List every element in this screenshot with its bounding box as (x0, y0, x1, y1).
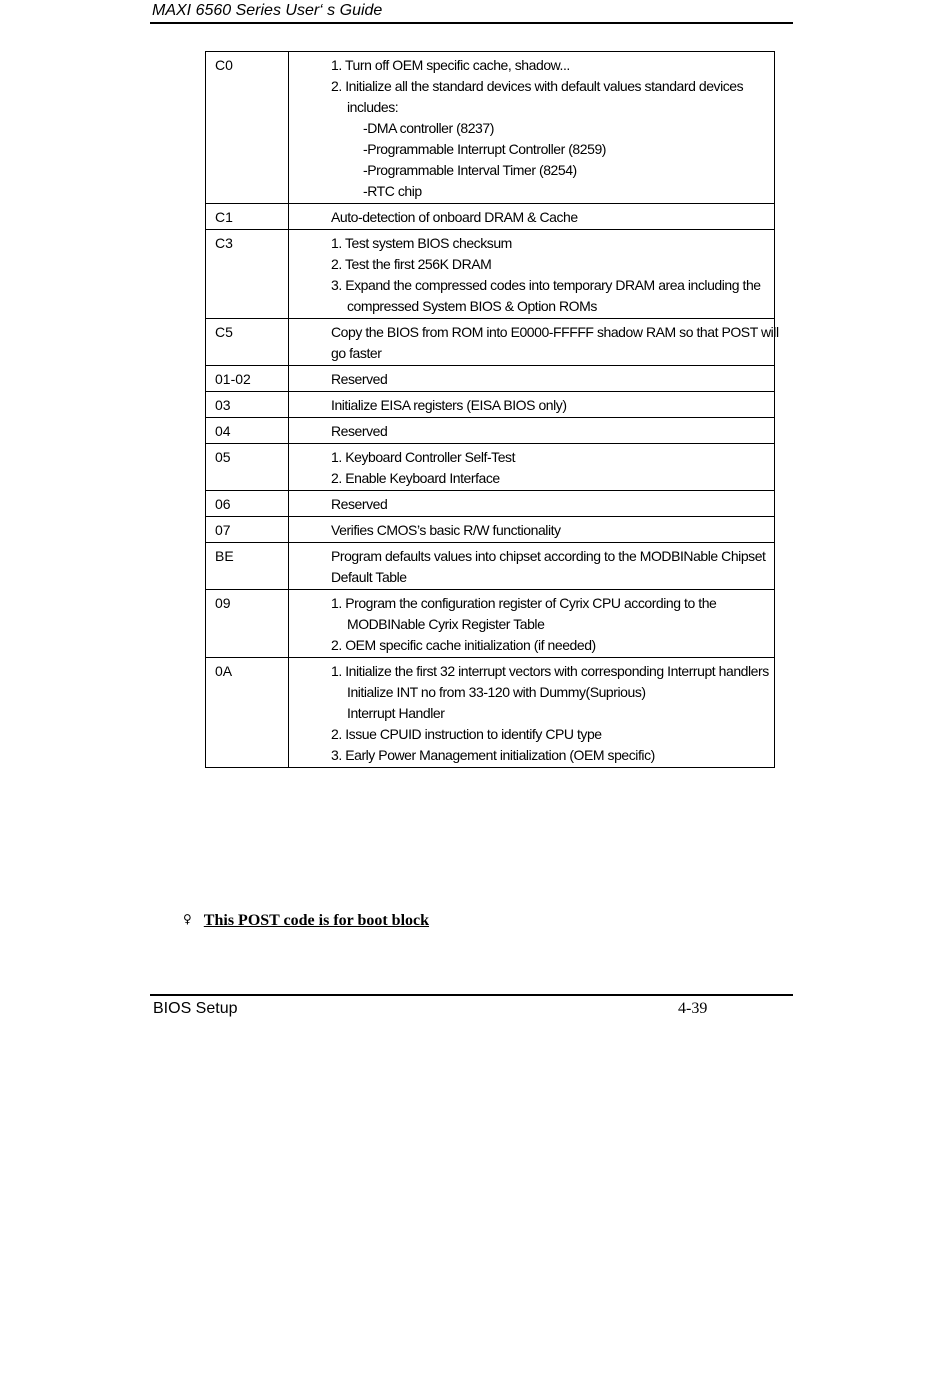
table-row (206, 392, 775, 418)
post-description-cell (289, 444, 775, 491)
description-line: 1. Turn off OEM specific cache, shadow... (331, 57, 570, 73)
description-line: includes: (347, 99, 399, 115)
post-code-cell: 05 (206, 444, 289, 491)
description-line: Interrupt Handler (347, 705, 445, 721)
post-code-cell: 04 (206, 418, 289, 444)
table-row (206, 418, 775, 444)
table-row (206, 204, 775, 230)
post-description-cell (289, 52, 775, 204)
table-row (206, 517, 775, 543)
post-description-cell (289, 543, 775, 590)
table-row (206, 444, 775, 491)
description-line: Default Table (331, 569, 407, 585)
description-line: Initialize EISA registers (EISA BIOS only) (331, 397, 567, 413)
boot-block-note (183, 912, 429, 930)
footer-divider (150, 994, 793, 996)
post-description-cell (289, 418, 775, 444)
description-line: 2. OEM specific cache initialization (if needed) (331, 637, 596, 653)
description-line: Initialize INT no from 33-120 with Dummy(Suprious) (347, 684, 646, 700)
post-code-table-body (206, 52, 779, 768)
post-code-cell: BE (206, 543, 289, 590)
post-code-cell: C5 (206, 319, 289, 366)
post-description-cell (289, 590, 775, 658)
table-row (206, 366, 775, 392)
description-line: Reserved (331, 371, 388, 387)
post-code-cell: 07 (206, 517, 289, 543)
post-code-cell: C0 (206, 52, 289, 204)
post-code-table (205, 51, 779, 768)
post-description-cell (289, 517, 775, 543)
description-line: go faster (331, 345, 382, 361)
post-description-cell (289, 491, 775, 517)
description-line: Reserved (331, 496, 388, 512)
boot-block-note-text: This POST code is for boot block (203, 912, 430, 929)
table-row (206, 491, 775, 517)
post-description-cell (289, 658, 775, 768)
description-line: 2. Enable Keyboard Interface (331, 470, 500, 486)
post-description-cell (289, 366, 775, 392)
description-line: 2. Issue CPUID instruction to identify CPU type (331, 726, 602, 742)
description-line: -Programmable Interrupt Controller (8259) (363, 141, 606, 157)
page-header-title: MAXI 6560 Series User‘ s Guide (152, 2, 383, 19)
description-line: 3. Early Power Management initialization (OEM specific) (331, 747, 655, 763)
description-line: compressed System BIOS & Option ROMs (347, 298, 597, 314)
description-line: 1. Initialize the first 32 interrupt vectors with corresponding Interrupt handlers (331, 663, 769, 679)
table-row (206, 658, 775, 768)
description-line: 3. Expand the compressed codes into temporary DRAM area including the (331, 277, 761, 293)
description-line: MODBINable Cyrix Register Table (347, 616, 545, 632)
description-line: Program defaults values into chipset according to the MODBINable Chipset (331, 548, 766, 564)
description-line: Verifies CMOS’s basic R/W functionality (331, 522, 561, 538)
description-line: Reserved (331, 423, 388, 439)
post-code-cell: 06 (206, 491, 289, 517)
description-line: -RTC chip (363, 183, 422, 199)
post-description-cell (289, 230, 775, 319)
description-line: 2. Initialize all the standard devices with default values standard devices (331, 78, 744, 94)
footer-section-name: BIOS Setup (153, 1000, 238, 1017)
description-line: Copy the BIOS from ROM into E0000-FFFFF shadow RAM so that POST will (331, 324, 779, 340)
description-line: 1. Program the configuration register of Cyrix CPU according to the (331, 595, 717, 611)
post-code-cell: C1 (206, 204, 289, 230)
female-sign-icon: ♀ (183, 912, 192, 926)
footer-page-number: 4-39 (678, 1000, 708, 1017)
post-description-cell (289, 204, 775, 230)
description-line: 2. Test the first 256K DRAM (331, 256, 492, 272)
table-row (206, 590, 775, 658)
post-code-cell: 03 (206, 392, 289, 418)
post-code-cell: 09 (206, 590, 289, 658)
post-code-cell: C3 (206, 230, 289, 319)
description-line: -DMA controller (8237) (363, 120, 494, 136)
post-code-cell: 01-02 (206, 366, 289, 392)
table-row (206, 543, 775, 590)
description-line: 1. Test system BIOS checksum (331, 235, 512, 251)
table-row (206, 52, 775, 204)
post-description-cell (289, 392, 775, 418)
table-row (206, 230, 775, 319)
table-row (206, 319, 775, 366)
description-line: Auto-detection of onboard DRAM & Cache (331, 209, 578, 225)
post-description-cell (289, 319, 779, 366)
header-divider (150, 22, 793, 24)
description-line: -Programmable Interval Timer (8254) (363, 162, 577, 178)
post-code-cell: 0A (206, 658, 289, 768)
description-line: 1. Keyboard Controller Self-Test (331, 449, 516, 465)
